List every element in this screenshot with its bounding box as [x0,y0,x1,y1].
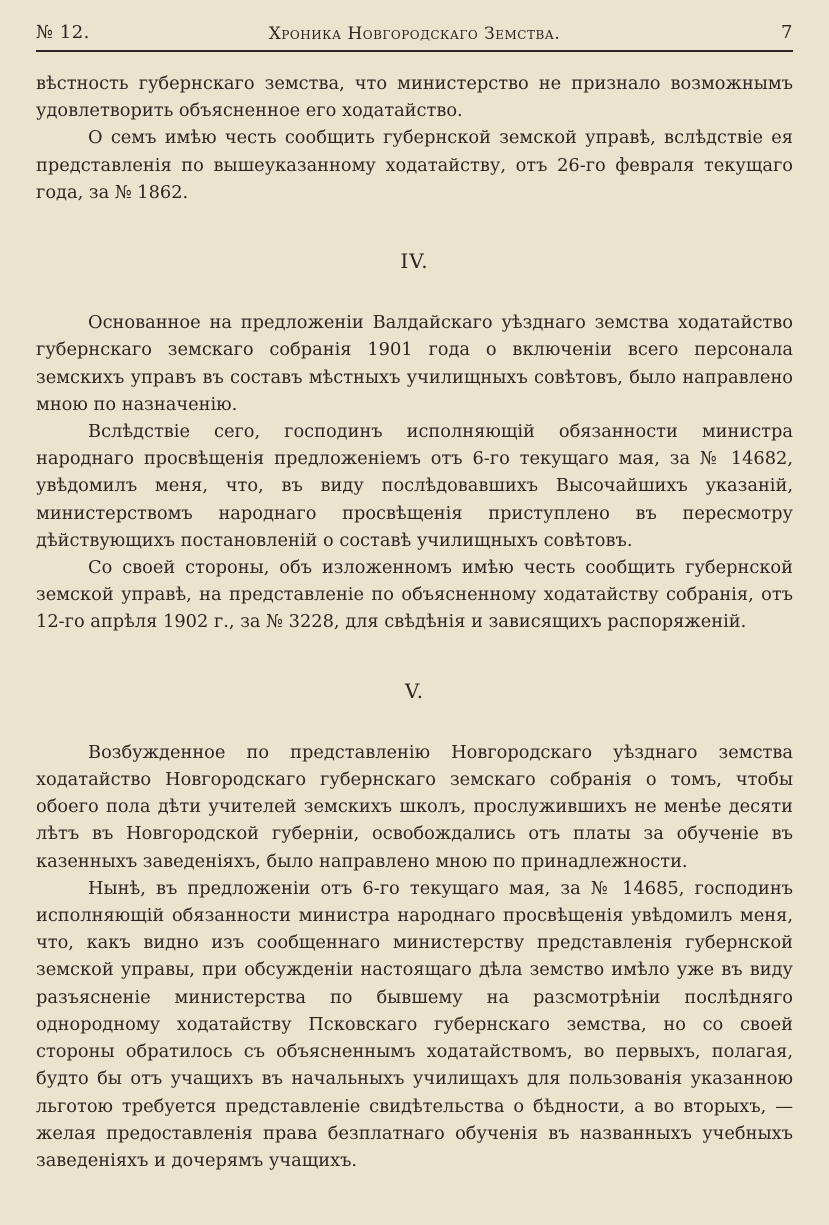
body-text [36,70,793,1174]
paragraph: Возбужденное по представленію Новгородскаго уѣзднаго земства ходатайство Новгородскаго губернскаго земскаго собранія о томъ, чтобы обоего пола дѣти учителей земскихъ школъ, прослужившихъ не менѣе десяти лѣтъ въ Новгородской губерніи, освобождались отъ платы за обученіе въ казенныхъ заведеніяхъ, было направлено мною по принадлежности. [36,741,793,872]
paragraph: Со своей стороны, объ изложенномъ имѣю честь сообщить губернской земской управѣ, на представленіе по объясненному ходатайству собранія, отъ 12-го апрѣля 1902 г., за № 3228, для свѣдѣнія и зависящихъ распоряженій. [36,557,793,633]
section-heading: V. [404,678,425,703]
paragraph: вѣстность губернскаго земства, что министерство не признало возможнымъ удовлетворить объясненное его ходатайство. [36,73,793,122]
paragraph: Вслѣдствіе сего, господинъ исполняющій обязанности министра народнаго просвѣщенія предложеніемъ отъ 6-го текущаго мая, за № 14682, увѣдомилъ меня, что, въ виду послѣдовавшихъ Высочайшихъ указаній, министерствомъ народнаго просвѣщенія приступлено въ пересмотру дѣйствующихъ постановленій о составѣ училищныхъ совѣтовъ. [36,421,793,551]
section-heading: IV. [400,249,429,274]
journal-title: Хроника Новгородскаго Земства. [268,24,561,44]
paragraph: О семъ имѣю честь сообщить губернской земской управѣ, вслѣдствіе ея представленія по вышеуказанному ходатайству, отъ 26-го февраля текущаго года, за № 1862. [36,127,793,203]
page-number: 7 [781,22,793,43]
running-header [36,20,793,50]
issue-number: № 12. [36,22,90,43]
paragraph: Нынѣ, въ предложеніи отъ 6-го текущаго мая, за № 14685, господинъ исполняющій обязанности министра народнаго просвѣщенія увѣдомилъ меня, что, какъ видно изъ сообщеннаго министерству представленія губернской земской управы, при обсужденіи настоящаго дѣла земство имѣло уже въ виду разъясненіе министерства по бывшему на разсмотрѣніи послѣдняго однородному ходатайству Псковскаго губернскаго земства, но со своей стороны обратилось съ объясненнымъ ходатайствомъ, во первыхъ, полагая, будто бы отъ учащихъ въ начальныхъ училищахъ для пользованія указанною льготою требуется представленіе свидѣтельства о бѣдности, а во вторыхъ, — желая предоставленія права безплатнаго обученія въ названныхъ учебныхъ заведеніяхъ и дочерямъ учащихъ. [36,877,793,1171]
header-rule [36,50,793,52]
paragraph: Основанное на предложеніи Валдайскаго уѣзднаго земства ходатайство губернскаго земскаго собранія 1901 года о включеніи всего персонала земскихъ управъ въ составъ мѣстныхъ училищныхъ совѣтовъ, было направлено мною по назначенію. [36,312,793,415]
